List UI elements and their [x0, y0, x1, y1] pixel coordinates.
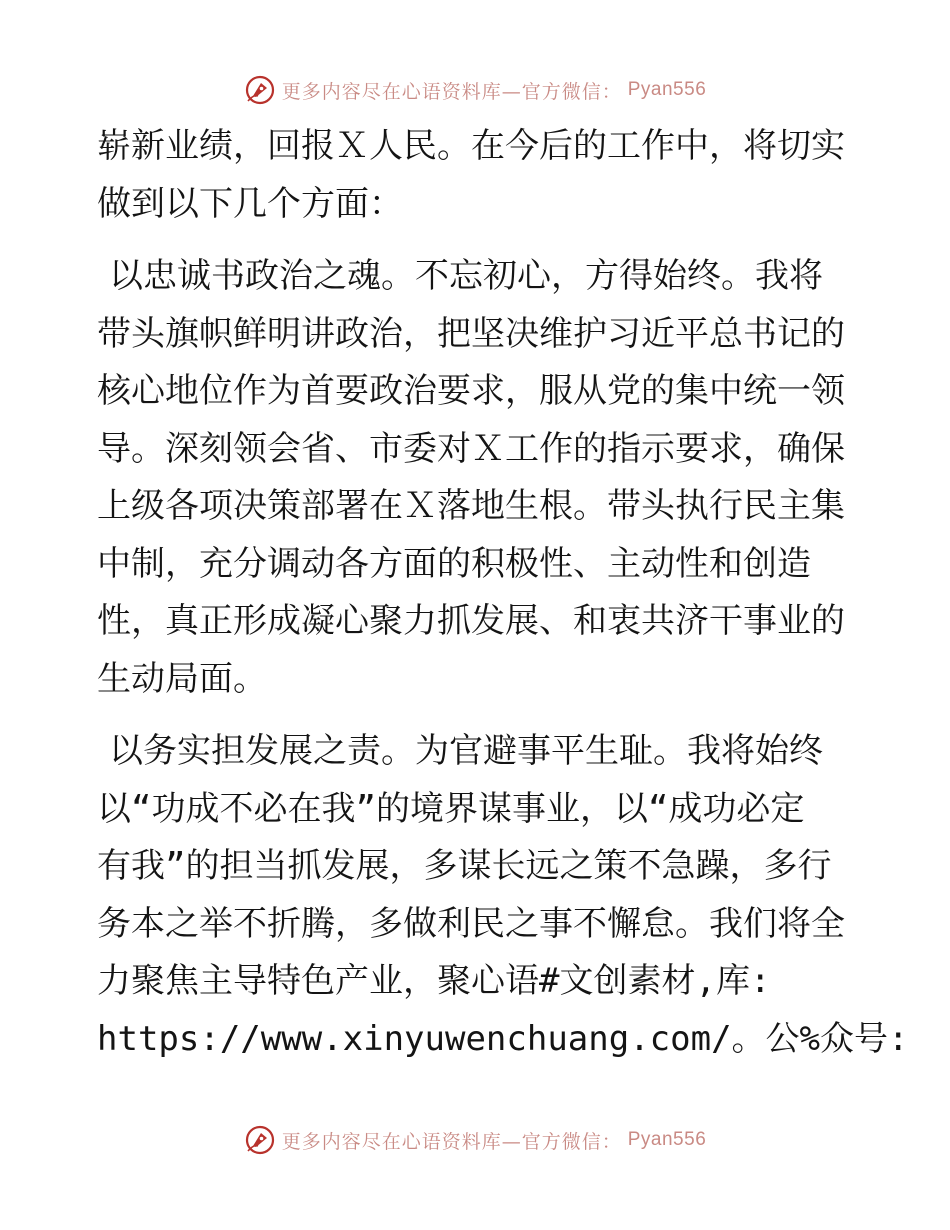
paragraph-line: 以“功成不必在我”的境界谋事业，以“成功必定 — [97, 788, 805, 829]
paragraph-line: 崭新业绩，回报Ｘ人民。在今后的工作中，将切实 — [97, 126, 845, 166]
paragraph-line: 生动局面。 — [97, 658, 267, 699]
paragraph-line: 以务实担发展之责。为官避事平生耻。我将始终 — [109, 731, 823, 771]
pen-nib-logo-icon — [244, 1124, 276, 1156]
paragraph-line: 做到以下几个方面： — [97, 183, 403, 224]
paragraph-line: https://www.xinyuwenchuang.com/。公%众号: — [97, 1018, 909, 1059]
document-body — [97, 118, 909, 1068]
paragraph-line: 带头旗帜鲜明讲政治，把坚决维护习近平总书记的 — [97, 313, 845, 354]
paragraph-2 — [97, 248, 857, 708]
watermark-text: 更多内容尽在心语资料库—官方微信： — [281, 1130, 622, 1153]
watermark-text: 更多内容尽在心语资料库—官方微信： — [281, 80, 622, 103]
header-watermark — [0, 70, 950, 110]
paragraph-line: 上级各项决策部署在Ｘ落地生根。带头执行民主集 — [97, 486, 845, 526]
paragraph-line: 力聚焦主导特色产业，聚心语#文创素材,库: — [97, 961, 771, 1001]
paragraph-line: 中制，充分调动各方面的积极性、主动性和创造 — [97, 543, 811, 584]
watermark-wechat-id: Pyan556 — [627, 1129, 707, 1150]
paragraph-1 — [97, 118, 857, 233]
paragraph-line: 核心地位作为首要政治要求，服从党的集中统一领 — [97, 371, 845, 411]
paragraph-line: 以忠诚书政治之魂。不忘初心，方得始终。我将 — [109, 256, 823, 296]
paragraph-line: 务本之举不折腾，多做利民之事不懈怠。我们将全 — [97, 903, 845, 944]
paragraph-3 — [97, 723, 909, 1068]
footer-watermark — [0, 1120, 950, 1160]
paragraph-line: 导。深刻领会省、市委对Ｘ工作的指示要求，确保 — [97, 428, 845, 469]
paragraph-line: 性，真正形成凝心聚力抓发展、和衷共济干事业的 — [97, 601, 845, 641]
watermark-wechat-id: Pyan556 — [627, 79, 707, 100]
pen-nib-logo-icon — [244, 74, 276, 106]
paragraph-line: 有我”的担当抓发展，多谋长远之策不急躁，多行 — [97, 846, 832, 886]
